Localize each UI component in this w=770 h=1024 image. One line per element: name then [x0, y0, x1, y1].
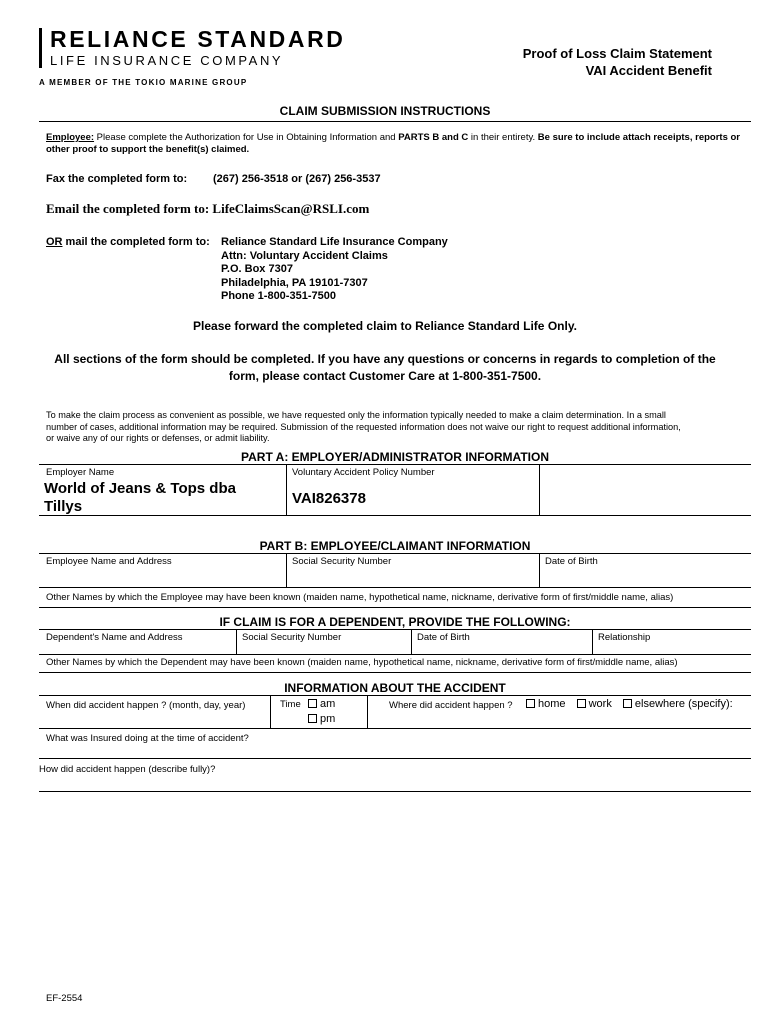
disclaimer-line2: number of cases, additional information may be required. Submission of the requested information does not waive our right to request additional information, — [46, 421, 681, 432]
dependent-divider-3 — [592, 629, 593, 654]
accident-divider-1 — [270, 695, 271, 728]
am-label: am — [320, 698, 336, 710]
part-b-bottom-line — [39, 607, 751, 608]
part-a-title: PART A: EMPLOYER/ADMINISTRATOR INFORMATION — [241, 450, 549, 464]
employer-name-value-line1: World of Jeans & Tops dba — [44, 480, 236, 497]
part-b-top-line — [39, 553, 751, 554]
all-sections-line1: All sections of the form should be completed. If you have any questions or concerns in regards to completion of the — [54, 352, 716, 366]
disclaimer — [46, 410, 681, 445]
instructions-title: CLAIM SUBMISSION INSTRUCTIONS — [279, 104, 491, 118]
pm-label: pm — [320, 713, 336, 725]
employee-ssn-field[interactable]: Social Security Number — [292, 556, 392, 567]
address-line: Reliance Standard Life Insurance Company — [221, 236, 448, 248]
elsewhere-label: elsewhere (specify): — [634, 698, 733, 710]
employee-other-names-field[interactable]: Other Names by which the Employee may have been known (maiden name, hypothetical name, nickname, derivative form of first/middle name, alias) — [46, 592, 674, 603]
part-b-title: PART B: EMPLOYEE/CLAIMANT INFORMATION — [259, 539, 531, 553]
dependent-divider-1 — [236, 629, 237, 654]
employee-bold-2: Be sure to include attach receipts, reports or other proof to support the benefit(s) claimed. — [46, 132, 740, 155]
home-label: home — [538, 698, 566, 710]
dependent-relationship-field[interactable]: Relationship — [598, 632, 651, 643]
company-logo-name: RELIANCE STANDARD — [50, 26, 346, 52]
dependent-bottom-line — [39, 672, 751, 673]
policy-number-label: Voluntary Accident Policy Number — [292, 467, 435, 478]
address-line: Philadelphia, PA 19101-7307 — [221, 276, 368, 289]
all-sections-note — [0, 351, 770, 385]
location-options — [520, 698, 733, 710]
logo-bar — [39, 28, 42, 68]
part-a-top-line — [39, 464, 751, 465]
mail-label-text: mail the completed form to: — [62, 236, 210, 248]
work-label: work — [588, 698, 612, 710]
dependent-top-line — [39, 629, 751, 630]
work-checkbox[interactable] — [577, 699, 586, 708]
employee-dob-field[interactable]: Date of Birth — [545, 556, 598, 567]
fax-numbers: (267) 256-3518 or (267) 256-3537 — [213, 173, 381, 185]
time-pm-option[interactable] — [302, 713, 335, 725]
disclaimer-line3: or waive any of our rights or defenses, or admit liability. — [46, 433, 270, 443]
form-number: EF-2554 — [46, 993, 83, 1004]
employee-bold-1: PARTS B and C — [398, 132, 469, 143]
dependent-other-names-field[interactable]: Other Names by which the Dependent may have been known (maiden name, hypothetical name, nickname, derivative form of first/middle name, alias) — [46, 657, 678, 668]
dependent-divider-2 — [411, 629, 412, 654]
accident-date-field[interactable]: When did accident happen ? (month, day, year) — [46, 700, 246, 711]
location-work-option[interactable] — [569, 698, 612, 710]
dependent-name-address-field[interactable]: Dependent's Name and Address — [46, 632, 183, 643]
employee-text-2: in their entirety. — [468, 132, 538, 143]
part-a-divider-1 — [286, 464, 287, 515]
company-logo-tagline: A MEMBER OF THE TOKIO MARINE GROUP — [39, 78, 248, 87]
instructions-divider — [39, 121, 751, 122]
employee-name-address-field[interactable]: Employee Name and Address — [46, 556, 172, 567]
home-checkbox[interactable] — [526, 699, 535, 708]
accident-top-line — [39, 695, 751, 696]
accident-row-line-3 — [39, 791, 751, 792]
accident-row-line-1 — [39, 728, 751, 729]
email-line: Email the completed form to: LifeClaimsScan@RSLI.com — [46, 201, 370, 216]
part-b-divider-2 — [539, 553, 540, 587]
document-title-line1: Proof of Loss Claim Statement — [522, 46, 712, 61]
address-line: Attn: Voluntary Accident Claims — [221, 249, 388, 262]
dependent-mid-line — [39, 654, 751, 655]
part-a-divider-2 — [539, 464, 540, 515]
or-label: OR — [46, 236, 63, 248]
dependent-ssn-field[interactable]: Social Security Number — [242, 632, 342, 643]
time-am-option[interactable] — [302, 698, 335, 710]
employer-name-label: Employer Name — [46, 467, 115, 478]
employee-label: Employee: — [46, 132, 95, 143]
document-title-line2: VAI Accident Benefit — [585, 63, 712, 78]
employee-instructions — [46, 132, 746, 156]
accident-title: INFORMATION ABOUT THE ACCIDENT — [284, 681, 506, 695]
mail-label — [46, 236, 210, 248]
forward-note: Please forward the completed claim to Reliance Standard Life Only. — [193, 319, 577, 333]
disclaimer-line1: To make the claim process as convenient as possible, we have requested only the information typically needed to make a claim determination. In a small — [46, 410, 666, 420]
location-elsewhere-option[interactable] — [615, 698, 733, 710]
fax-label: Fax the completed form to: — [46, 173, 188, 185]
accident-description-field[interactable]: How did accident happen (describe fully)? — [39, 764, 216, 775]
address-line: P.O. Box 7307 — [221, 263, 293, 276]
part-b-divider-1 — [286, 553, 287, 587]
accident-divider-2 — [367, 695, 368, 728]
document-title — [523, 45, 712, 79]
employer-name-value-line2: Tillys — [44, 498, 83, 515]
employee-text-1: Please complete the Authorization for Use in Obtaining Information and — [94, 132, 399, 143]
accident-row-line-2 — [39, 758, 751, 759]
part-a-bottom-line — [39, 515, 751, 516]
address-line: Phone 1-800-351-7500 — [221, 290, 336, 303]
employer-name-field[interactable] — [44, 480, 236, 516]
part-b-mid-line — [39, 587, 751, 588]
elsewhere-checkbox[interactable] — [623, 699, 632, 708]
insured-activity-field[interactable]: What was Insured doing at the time of accident? — [46, 733, 249, 744]
policy-number-field[interactable]: VAI826378 — [292, 490, 366, 507]
time-label: Time — [280, 699, 301, 710]
where-label: Where did accident happen ? — [389, 700, 513, 711]
pm-checkbox[interactable] — [308, 714, 317, 723]
company-logo-subtitle: LIFE INSURANCE COMPANY — [50, 53, 284, 68]
location-home-option[interactable] — [520, 698, 566, 710]
all-sections-line2: form, please contact Customer Care at 1-800-351-7500. — [228, 369, 542, 383]
dependent-dob-field[interactable]: Date of Birth — [417, 632, 470, 643]
dependent-title: IF CLAIM IS FOR A DEPENDENT, PROVIDE THE FOLLOWING: — [219, 615, 571, 629]
mailing-address — [221, 236, 448, 304]
am-checkbox[interactable] — [308, 699, 317, 708]
